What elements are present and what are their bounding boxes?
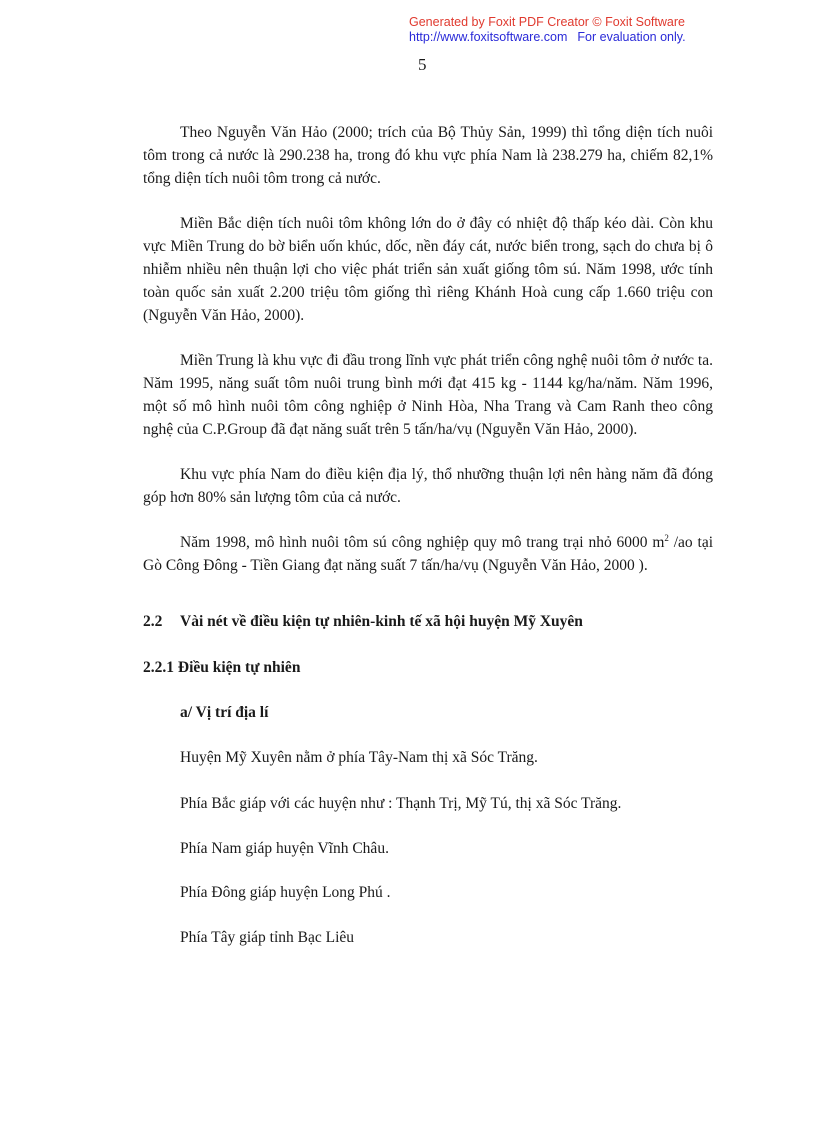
location-line: Huyện Mỹ Xuyên nằm ở phía Tây-Nam thị xã Sóc Trăng.	[180, 749, 538, 766]
watermark-generator-text: Generated by Foxit PDF Creator © Foxit Software	[409, 15, 685, 29]
superscript: 2	[664, 532, 669, 543]
subsection-heading: 2.2.1 Điều kiện tự nhiên	[143, 659, 301, 676]
border-north-line: Phía Bắc giáp với các huyện như : Thạnh Trị, Mỹ Tú, thị xã Sóc Trăng.	[180, 795, 622, 812]
paragraph: Miền Bắc diện tích nuôi tôm không lớn do ở đây có nhiệt độ thấp kéo dài. Còn khu vực Miền Trung do bờ biển uốn khúc, dốc, nền đáy cát, nước biển trong, sạch do chưa bị ô nhiễm nhiều nên thuận lợi cho việc phát triển sản xuất giống tôm sú. Năm 1998, ước tính toàn quốc sản xuất 2.200 triệu tôm giống thì riêng Khánh Hoà cung cấp 1.660 triệu con (Nguyễn Văn Hảo, 2000).	[143, 215, 713, 324]
page-number: 5	[418, 55, 427, 74]
section-number: 2.2	[143, 613, 163, 630]
watermark-note: For evaluation only.	[577, 30, 686, 44]
border-south-line: Phía Nam giáp huyện Vĩnh Châu.	[180, 840, 389, 857]
paragraph: Khu vực phía Nam do điều kiện địa lý, thổ nhưỡng thuận lợi nên hàng năm đã đóng góp hơn 80% sản lượng tôm của cả nước.	[143, 466, 713, 506]
body-text	[143, 121, 713, 577]
watermark	[409, 15, 719, 45]
watermark-url-line	[409, 30, 719, 45]
paragraph: Miền Trung là khu vực đi đầu trong lĩnh vực phát triển công nghệ nuôi tôm ở nước ta. Năm 1995, năng suất tôm nuôi trung bình mới đạt 415 kg - 1144 kg/ha/năm. Năm 1996, một số mô hình nuôi tôm công nghiệp ở Ninh Hòa, Nha Trang và Cam Ranh theo công nghệ của C.P.Group đã đạt năng suất trên 5 tấn/ha/vụ (Nguyễn Văn Hảo, 2000).	[143, 352, 713, 438]
border-east-line: Phía Đông giáp huyện Long Phú .	[180, 884, 391, 901]
border-west-line: Phía Tây giáp tỉnh Bạc Liêu	[180, 929, 355, 946]
subsubsection-heading: a/ Vị trí địa lí	[180, 704, 269, 721]
watermark-url[interactable]: http://www.foxitsoftware.com	[409, 30, 568, 44]
paragraph-with-superscript	[143, 531, 713, 577]
section-title: Vài nét về điều kiện tự nhiên-kinh tế xã hội huyện Mỹ Xuyên	[180, 613, 583, 630]
paragraph-part: Năm 1998, mô hình nuôi tôm sú công nghiệp quy mô trang trại nhỏ 6000 m	[180, 534, 665, 551]
paragraph-part: /ao tại Gò Công Đông - Tiền Giang đạt năng suất 7 tấn/ha/vụ (Nguyễn Văn Hảo, 2000 ).	[143, 534, 714, 574]
paragraph: Theo Nguyễn Văn Hảo (2000; trích của Bộ Thủy Sản, 1999) thì tổng diện tích nuôi tôm trong cả nước là 290.238 ha, trong đó khu vực phía Nam là 238.279 ha, chiếm 82,1% tổng diện tích nuôi tôm trong cả nước.	[143, 124, 713, 187]
section-heading	[143, 613, 583, 631]
